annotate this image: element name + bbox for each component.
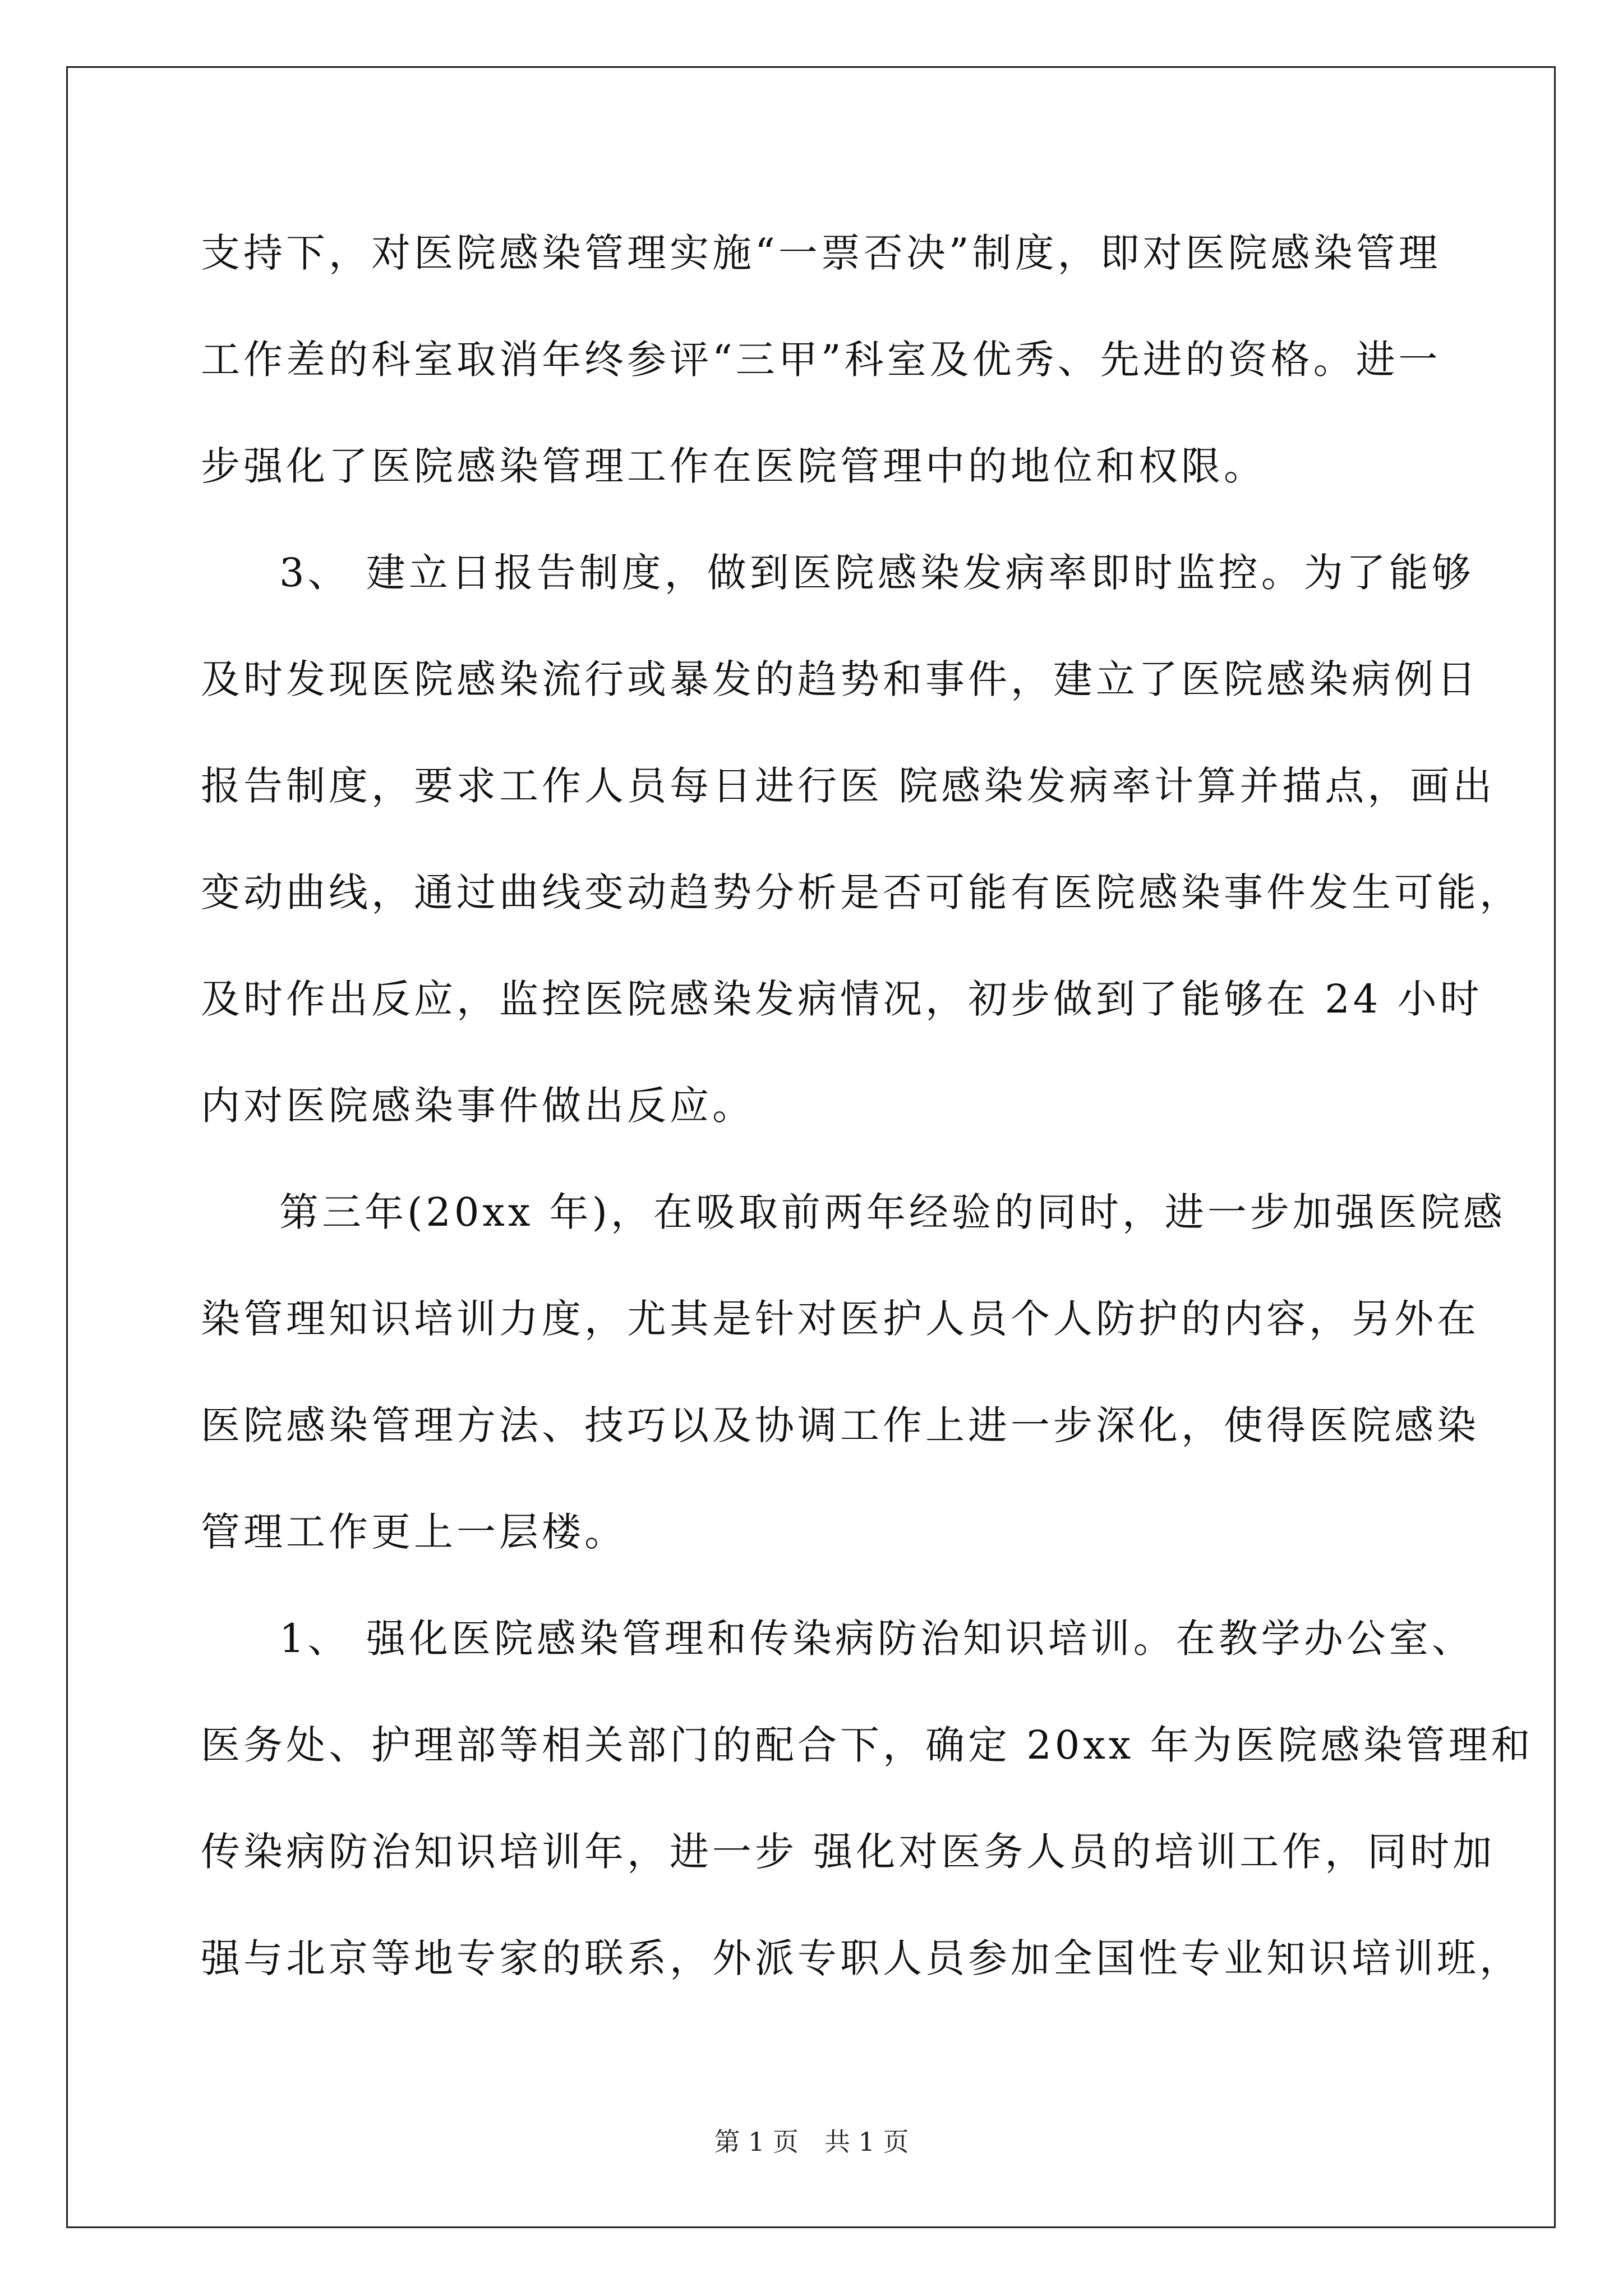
text-line: 工作差的科室取消年终参评“三甲”科室及优秀、先进的资格。进一 <box>201 337 1441 383</box>
text-line: 步强化了医院感染管理工作在医院管理中的地位和权限。 <box>201 443 1266 489</box>
page-footer: 第 1 页 共 1 页 <box>714 2127 909 2157</box>
text-line: 报告制度，要求工作人员每日进行医 院感染发病率计算并描点，画出 <box>201 763 1496 809</box>
text-line: 管理工作更上一层楼。 <box>201 1509 627 1555</box>
text-line: 医务处、护理部等相关部门的配合下，确定 20xx 年为医院感染管理和 <box>201 1722 1534 1768</box>
text-line: 3、 建立日报告制度，做到医院感染发病率即时监控。为了能够 <box>279 550 1474 596</box>
text-line: 变动曲线，通过曲线变动趋势分析是否可能有医院感染事件发生可能， <box>201 869 1522 915</box>
text-line: 传染病防治知识培训年，进一步 强化对医务人员的培训工作，同时加 <box>201 1829 1496 1875</box>
text-line: 及时作出反应，监控医院感染发病情况，初步做到了能够在 24 小时 <box>201 976 1483 1022</box>
text-line: 强与北京等地专家的联系，外派专职人员参加全国性专业知识培训班， <box>201 1935 1522 1981</box>
text-line: 第三年(20xx 年)，在吸取前两年经验的同时，进一步加强医院感 <box>279 1189 1506 1235</box>
text-line: 染管理知识培训力度，尤其是针对医护人员个人防护的内容，另外在 <box>201 1296 1479 1342</box>
text-line: 内对医院感染事件做出反应。 <box>201 1083 755 1129</box>
text-line: 支持下，对医院感染管理实施“一票否决”制度，即对医院感染管理 <box>201 230 1441 276</box>
document-body <box>201 211 1534 2023</box>
text-line: 医院感染管理方法、技巧以及协调工作上进一步深化，使得医院感染 <box>201 1402 1479 1448</box>
text-line: 及时发现医院感染流行或暴发的趋势和事件，建立了医院感染病例日 <box>201 656 1479 702</box>
text-line: 1、 强化医院感染管理和传染病防治知识培训。在教学办公室、 <box>279 1616 1474 1662</box>
